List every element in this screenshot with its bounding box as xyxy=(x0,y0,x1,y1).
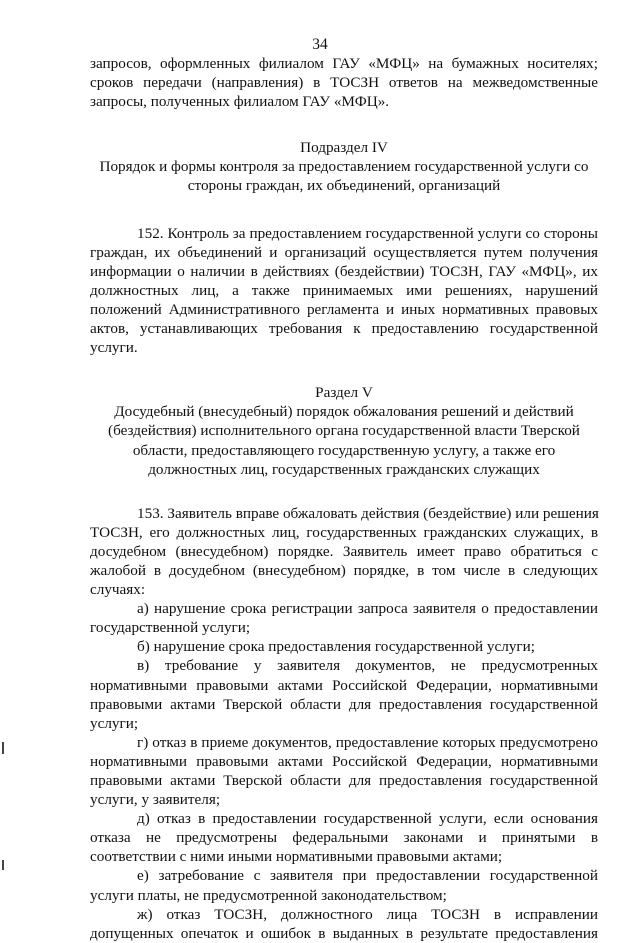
section-title-line: должностных лиц, государственных гражданских служащих xyxy=(148,460,540,478)
list-item-e xyxy=(90,866,598,904)
list-item-v xyxy=(90,656,598,732)
list-item-line: государственной услуги; xyxy=(90,619,251,637)
section-label: Раздел V xyxy=(315,384,373,402)
section-v-heading xyxy=(90,383,598,478)
list-item-line: правовыми актами Тверской области для предоставления государственной xyxy=(90,695,598,713)
list-item-line: правовыми актами Тверской области для предоставления государственной xyxy=(90,772,598,789)
paragraph-line: ТОСЗН, его должностных лиц, государственных гражданских служащих, в xyxy=(90,523,598,541)
intro-line: запросы, полученных филиалом ГАУ «МФЦ». xyxy=(90,93,390,111)
list-item-line: е) затребование с заявителя при предоставлении государственной xyxy=(137,867,598,885)
list-item-line: в) требование у заявителя документов, не предусмотренных xyxy=(137,657,598,675)
section-title-line: Досудебный (внесудебный) порядок обжалования решений и действий xyxy=(114,403,574,421)
list-item-line: д) отказ в предоставлении государственной услуги, если основания xyxy=(137,810,598,828)
paragraph-line: 152. Контроль за предоставлением государственной услуги со стороны xyxy=(137,224,598,242)
paragraph-line: граждан, их объединений и организаций осуществляется путем получения xyxy=(90,243,598,261)
scan-edge-mark xyxy=(2,742,4,754)
paragraph-line: актов, устанавливающих требования к предоставлению государственной xyxy=(90,320,598,338)
paragraph-line: положений Административного регламента и иных нормативных правовых xyxy=(90,300,598,318)
subsection-label: Подраздел IV xyxy=(300,139,388,157)
page-number: 34 xyxy=(312,36,328,53)
section-title-line: области, предоставляющего государственную услугу, а также его xyxy=(132,441,556,459)
list-item-line: нормативными правовыми актами Российской Федерации, нормативными xyxy=(90,676,598,694)
paragraph-line: услуги. xyxy=(90,339,138,357)
list-item-line: услуги; xyxy=(90,714,139,732)
list-item-line: ж) отказ ТОСЗН, должностного лица ТОСЗН в исправлении xyxy=(137,905,598,923)
subsection-title-line: стороны граждан, их объединений, организаций xyxy=(187,177,501,195)
list-item-line: услуги платы, не предусмотренной законодательством; xyxy=(90,886,447,904)
list-item-b xyxy=(90,637,598,656)
paragraph-152 xyxy=(90,224,598,358)
scan-edge-mark xyxy=(2,860,4,870)
list-item-d xyxy=(90,809,598,866)
paragraph-line: информации о наличии в действиях (бездействии) ТОСЗН, ГАУ «МФЦ», их xyxy=(90,262,598,280)
section-title-line: (бездействия) исполнительного органа государственной власти Тверской xyxy=(108,422,580,440)
paragraph-line: жалобой в досудебном (внесудебном) порядке, в том числе в следующих xyxy=(90,561,598,579)
subsection-title-line: Порядок и формы контроля за предоставлением государственной услуги со xyxy=(99,158,589,176)
list-item-line: отказа не предусмотрены федеральными законами и принятыми в xyxy=(90,829,598,847)
list-item-line: нормативными правовыми актами Российской Федерации, нормативными xyxy=(90,752,598,770)
paragraph-153 xyxy=(90,504,598,599)
page-content xyxy=(90,54,598,943)
list-item-line: б) нарушение срока предоставления государственной услуги; xyxy=(137,638,535,656)
list-item-a xyxy=(90,599,598,637)
paragraph-line: случаях: xyxy=(90,581,146,599)
paragraph-line: должностных лиц, а также принимаемых ими решениях, нарушений xyxy=(90,281,598,299)
paragraph-line: досудебном (внесудебном) порядке. Заявитель имеет право обратиться с xyxy=(90,542,598,560)
intro-paragraph xyxy=(90,54,598,111)
list-item-line: г) отказ в приеме документов, предоставление которых предусмотрено xyxy=(137,733,598,751)
list-item-zh xyxy=(90,905,598,943)
list-item-line: а) нарушение срока регистрации запроса заявителя о предоставлении xyxy=(137,600,598,618)
intro-line: запросов, оформленных филиалом ГАУ «МФЦ» на бумажных носителях; xyxy=(90,55,598,72)
list-item-line: допущенных опечаток и ошибок в выданных в результате предоставления xyxy=(90,924,598,942)
subsection-iv-heading xyxy=(90,138,598,195)
list-item-line: соответствии с ними иными нормативными правовыми актами; xyxy=(90,848,503,866)
intro-line: сроков передачи (направления) в ТОСЗН ответов на межведомственные xyxy=(90,74,598,92)
list-item-line: услуги, у заявителя; xyxy=(90,791,221,809)
paragraph-line: 153. Заявитель вправе обжаловать действия (бездействие) или решения xyxy=(137,504,599,522)
list-item-g xyxy=(90,733,598,809)
